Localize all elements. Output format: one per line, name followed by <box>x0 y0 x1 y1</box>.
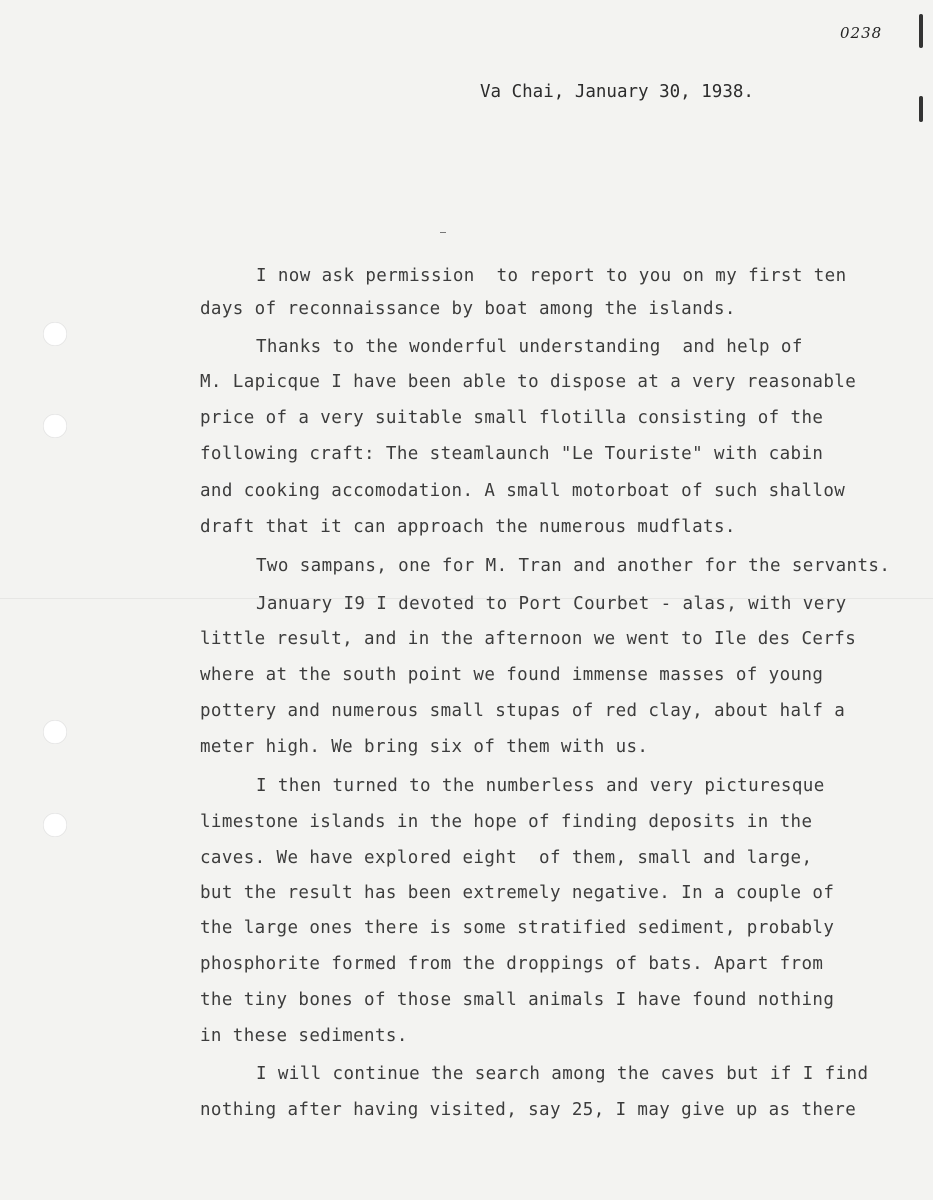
body-line: Thanks to the wonderful understanding and help of <box>256 337 803 357</box>
body-line: I then turned to the numberless and very picturesque <box>256 776 825 796</box>
body-line: I will continue the search among the caves but if I find <box>256 1064 869 1084</box>
body-line: meter high. We bring six of them with us. <box>200 737 649 757</box>
punch-hole <box>43 322 67 346</box>
body-line: phosphorite formed from the droppings of bats. Apart from <box>200 954 824 974</box>
body-line: the tiny bones of those small animals I have found nothing <box>200 990 835 1010</box>
body-line: the large ones there is some stratified sediment, probably <box>200 918 835 938</box>
body-line: and cooking accomodation. A small motorboat of such shallow <box>200 481 846 501</box>
body-line: where at the south point we found immense masses of young <box>200 665 824 685</box>
punch-hole <box>43 414 67 438</box>
body-line: little result, and in the afternoon we went to Ile des Cerfs <box>200 629 857 649</box>
body-line: I now ask permission to report to you on my first ten <box>256 266 847 286</box>
body-line: following craft: The steamlaunch "Le Touriste" with cabin <box>200 444 824 464</box>
body-line: M. Lapicque I have been able to dispose at a very reasonable <box>200 372 857 392</box>
body-line: nothing after having visited, say 25, I may give up as there <box>200 1100 857 1120</box>
punch-hole <box>43 720 67 744</box>
staple-mark-bottom <box>919 96 923 122</box>
body-line: draft that it can approach the numerous mudflats. <box>200 517 736 537</box>
body-line: in these sediments. <box>200 1026 408 1046</box>
body-line: but the result has been extremely negative. In a couple of <box>200 883 835 903</box>
body-line: price of a very suitable small flotilla consisting of the <box>200 408 824 428</box>
staple-mark-top <box>919 14 923 48</box>
body-line: caves. We have explored eight of them, small and large, <box>200 848 813 868</box>
body-line: January I9 I devoted to Port Courbet - alas, with very <box>256 594 847 614</box>
body-line: days of reconnaissance by boat among the islands. <box>200 299 736 319</box>
punch-hole <box>43 813 67 837</box>
body-line: limestone islands in the hope of finding deposits in the <box>200 812 813 832</box>
stray-mark <box>440 232 446 233</box>
body-line: Two sampans, one for M. Tran and another for the servants. <box>256 556 891 576</box>
body-line: pottery and numerous small stupas of red clay, about half a <box>200 701 846 721</box>
page-number-annotation: 0238 <box>840 24 883 42</box>
letter-dateline: Va Chai, January 30, 1938. <box>480 82 754 102</box>
